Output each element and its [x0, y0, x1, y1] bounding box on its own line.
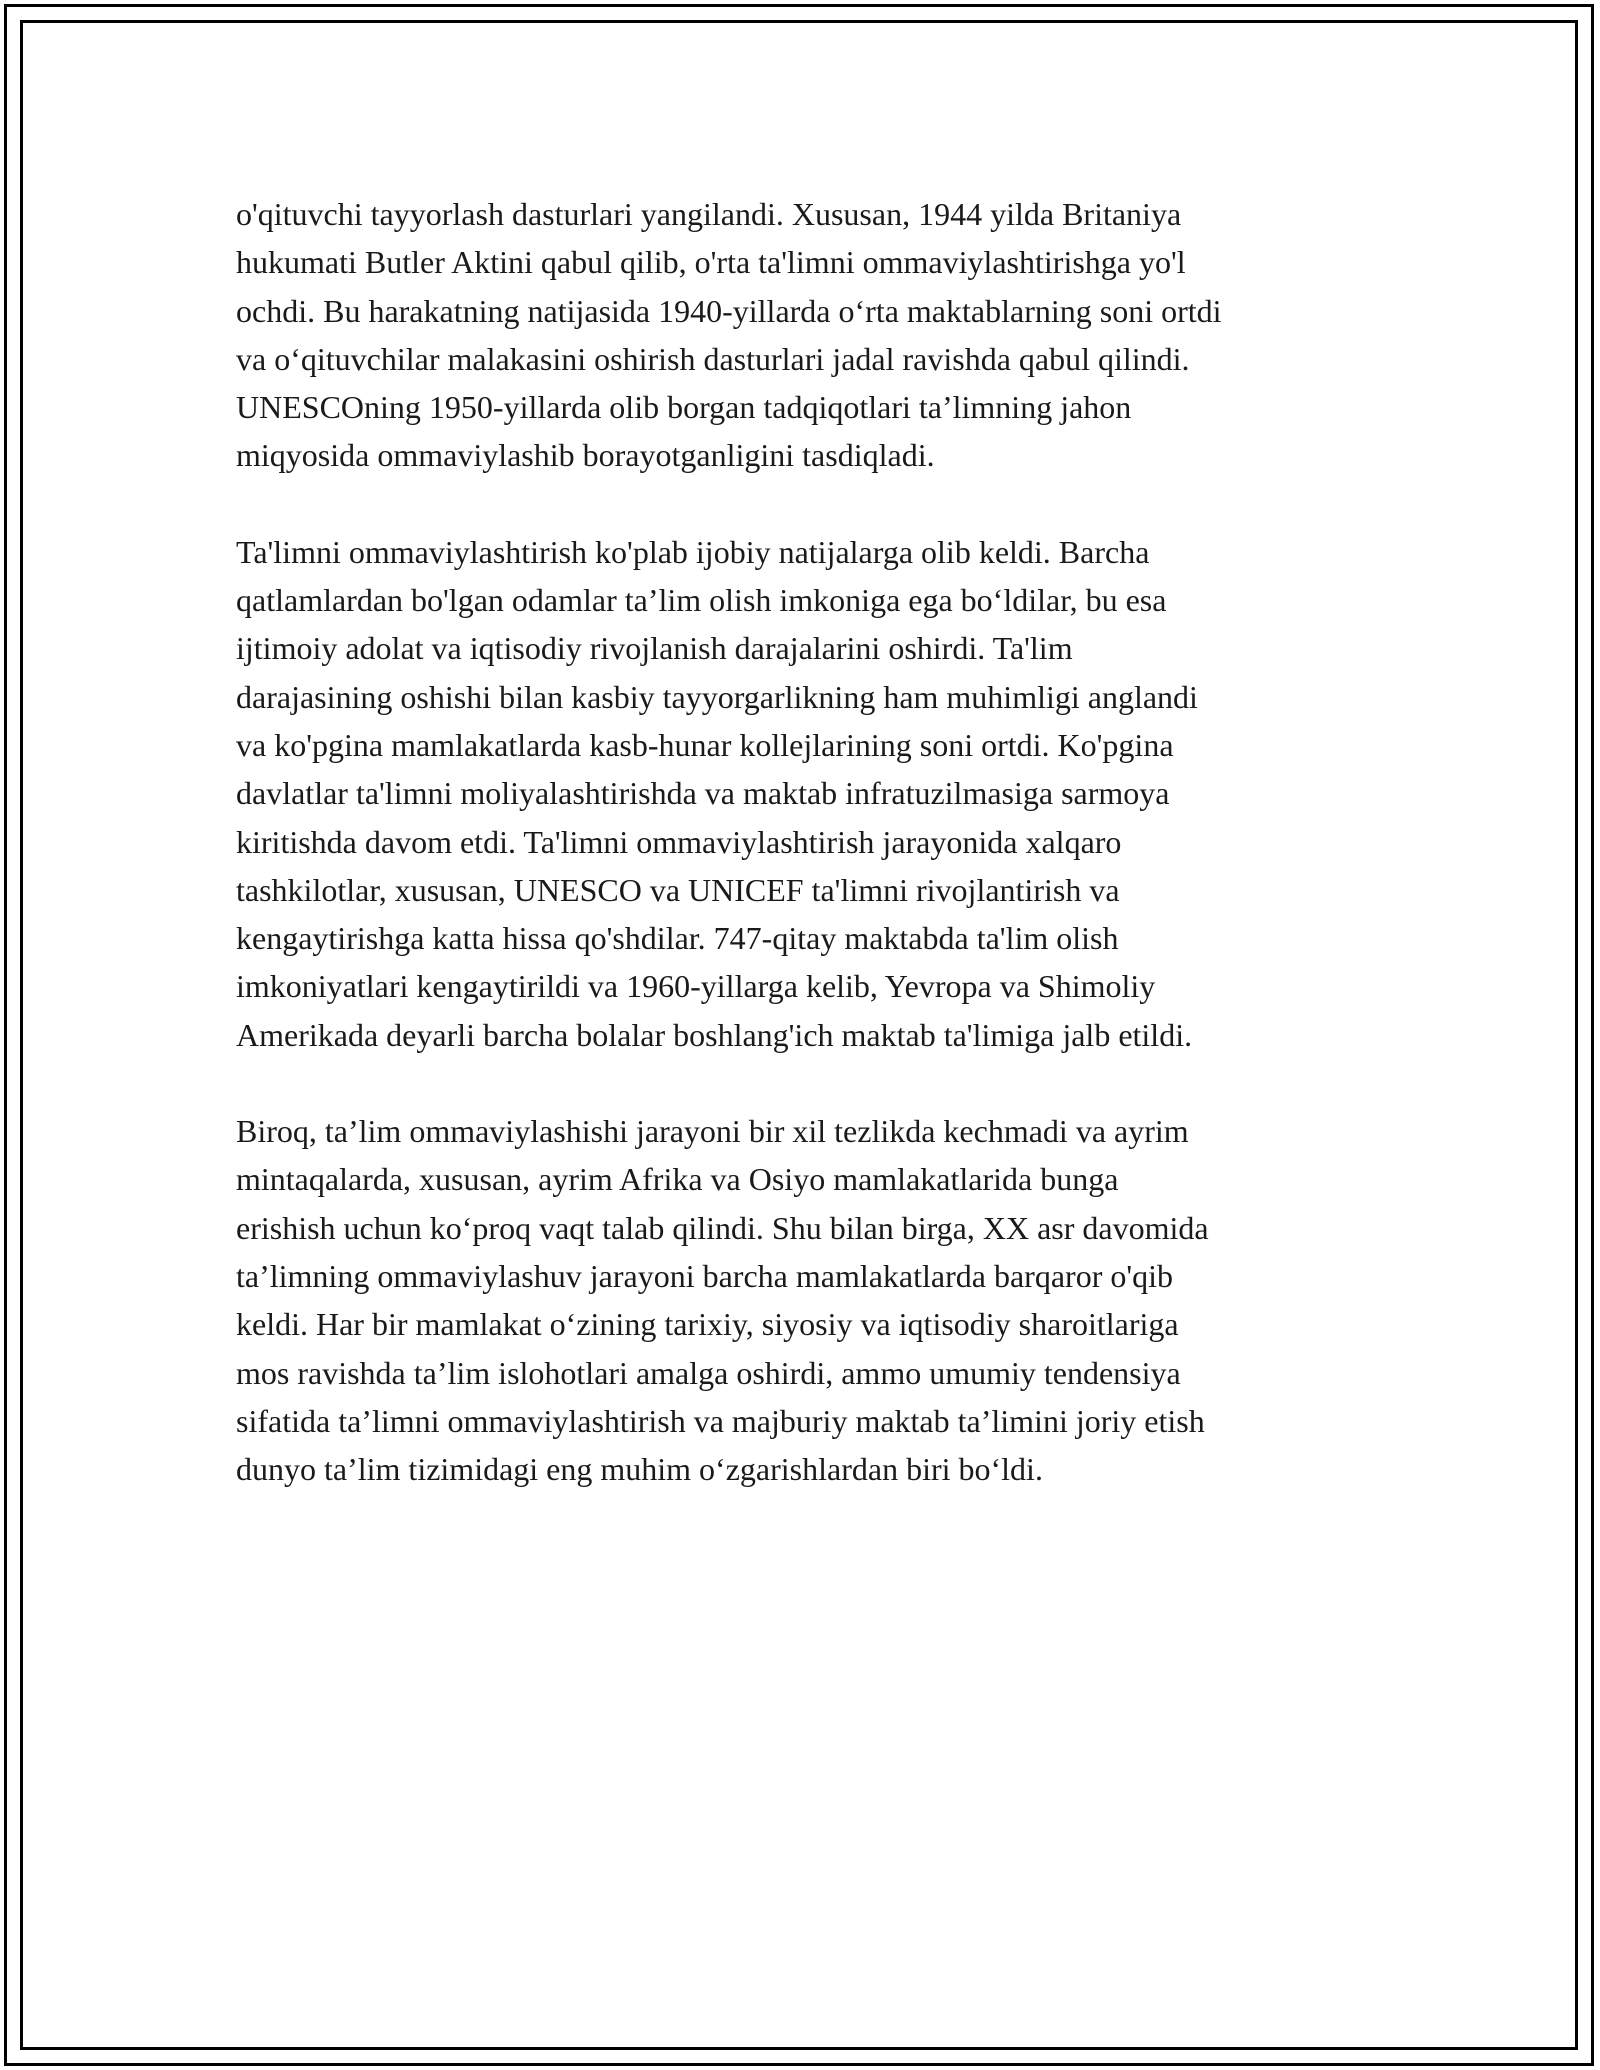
- text-line: keldi. Har bir mamlakat o‘zining tarixiy, siyosiy va iqtisodiy sharoitlariga: [236, 1306, 1179, 1343]
- text-line: tashkilotlar, xususan, UNESCO va UNICEF ta'limni rivojlantirish va: [236, 871, 1120, 908]
- text-line: hukumati Butler Aktini qabul qilib, o'rta ta'limni ommaviylashtirishga yo'l: [236, 244, 1186, 281]
- text-line: ta’limning ommaviylashuv jarayoni barcha mamlakatlarda barqaror o'qib: [236, 1257, 1173, 1294]
- text-line: Ta'limni ommaviylashtirish ko'plab ijobiy natijalarga olib keldi. Barcha: [236, 533, 1150, 570]
- text-line: va ko'pgina mamlakatlarda kasb-hunar kollejlarining soni ortdi. Ko'pgina: [236, 726, 1174, 763]
- text-line: ijtimoiy adolat va iqtisodiy rivojlanish darajalarini oshirdi. Ta'lim: [236, 630, 1073, 667]
- text-line: Biroq, ta’lim ommaviylashishi jarayoni bir xil tezlikda kechmadi va ayrim: [236, 1113, 1189, 1150]
- text-line: Amerikada deyarli barcha bolalar boshlang'ich maktab ta'limiga jalb etildi.: [236, 1016, 1193, 1053]
- paragraph-3: [236, 1107, 1386, 1493]
- text-line: kengaytirishga katta hissa qo'shdilar. 747-qitay maktabda ta'lim olish: [236, 920, 1119, 957]
- text-line: ochdi. Bu harakatning natijasida 1940-yillarda o‘rta maktablarning soni ortdi: [236, 292, 1222, 329]
- text-line: dunyo ta’lim tizimidagi eng muhim o‘zgarishlardan biri bo‘ldi.: [236, 1451, 1043, 1488]
- text-line: imkoniyatlari kengaytirildi va 1960-yillarga kelib, Yevropa va Shimoliy: [236, 968, 1156, 1005]
- text-line: davlatlar ta'limni moliyalashtirishda va maktab infratuzilmasiga sarmoya: [236, 775, 1170, 812]
- text-line: kiritishda davom etdi. Ta'limni ommaviylashtirish jarayonida xalqaro: [236, 823, 1122, 860]
- paragraph-2: [236, 528, 1386, 1059]
- document-body: [236, 190, 1386, 1541]
- text-line: mintaqalarda, xususan, ayrim Afrika va Osiyo mamlakatlarida bunga: [236, 1161, 1119, 1198]
- text-line: erishish uchun ko‘proq vaqt talab qilindi. Shu bilan birga, XX asr davomida: [236, 1209, 1209, 1246]
- paragraph-1: [236, 190, 1386, 480]
- text-line: mos ravishda ta’lim islohotlari amalga oshirdi, ammo umumiy tendensiya: [236, 1354, 1181, 1391]
- text-line: miqyosida ommaviylashib borayotganligini tasdiqladi.: [236, 437, 935, 474]
- text-line: va o‘qituvchilar malakasini oshirish dasturlari jadal ravishda qabul qilindi.: [236, 340, 1190, 377]
- text-line: darajasining oshishi bilan kasbiy tayyorgarlikning ham muhimligi anglandi: [236, 678, 1198, 715]
- text-line: qatlamlardan bo'lgan odamlar ta’lim olish imkoniga ega bo‘ldilar, bu esa: [236, 582, 1167, 619]
- text-line: o'qituvchi tayyorlash dasturlari yangilandi. Xususan, 1944 yilda Britaniya: [236, 196, 1182, 232]
- text-line: UNESCOning 1950-yillarda olib borgan tadqiqotlari ta’limning jahon: [236, 389, 1132, 426]
- text-line: sifatida ta’limni ommaviylashtirish va majburiy maktab ta’limini joriy etish: [236, 1402, 1205, 1439]
